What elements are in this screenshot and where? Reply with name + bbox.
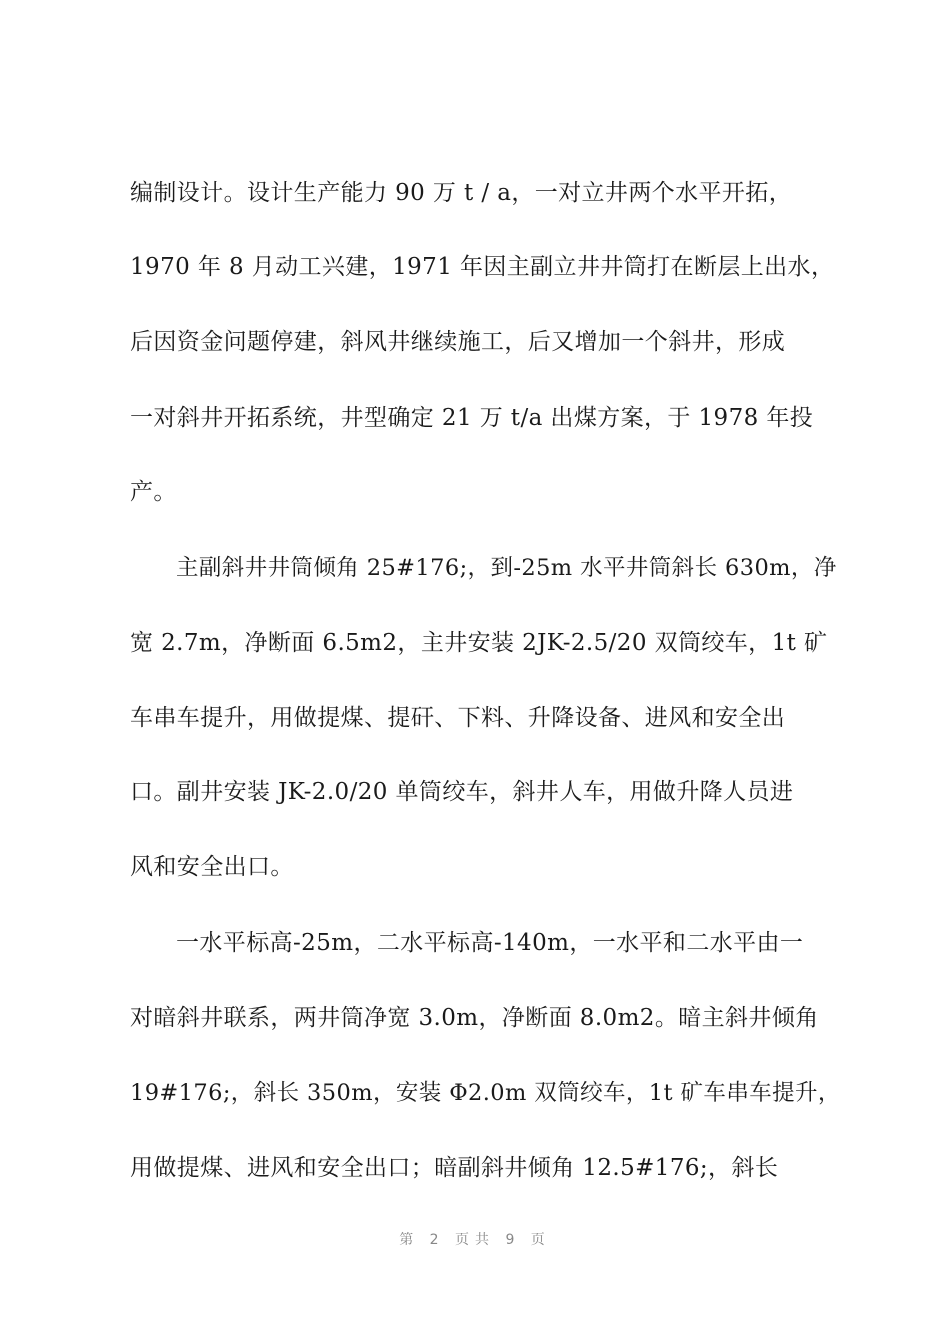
page-number-footer: 第 2 页共 9 页: [399, 1232, 551, 1248]
text-line: 产。: [130, 479, 177, 505]
text-line: 1970 年 8 月动工兴建，1971 年因主副立井井筒打在断层上出水，: [130, 254, 835, 280]
text-line: 19#176;，斜长 350m，安装 Φ2.0m 双筒绞车，1t 矿车串车提升，: [130, 1080, 841, 1106]
text-line: 对暗斜井联系，两井筒净宽 3.0m，净断面 8.0m2。暗主斜井倾角: [130, 1005, 819, 1031]
text-line: 主副斜井井筒倾角 25#176;，到-25m 水平井筒斜长 630m，净: [176, 555, 837, 581]
text-line: 编制设计。设计生产能力 90 万 t / a，一对立井两个水平开拓，: [130, 180, 793, 206]
text-line: 后因资金问题停建，斜风井继续施工，后又增加一个斜井，形成: [130, 329, 786, 355]
text-line: 宽 2.7m，净断面 6.5m2，主井安装 2JK-2.5/20 双筒绞车，1t 矿: [130, 630, 828, 656]
text-line: 风和安全出口。: [130, 854, 294, 880]
text-line: 口。副井安装 JK-2.0/20 单筒绞车，斜井人车，用做升降人员进: [130, 779, 794, 805]
text-line: 用做提煤、进风和安全出口；暗副斜井倾角 12.5#176;，斜长: [130, 1155, 779, 1181]
text-line: 一对斜井开拓系统，井型确定 21 万 t/a 出煤方案，于 1978 年投: [130, 405, 814, 431]
text-line: 车串车提升，用做提煤、提矸、下料、升降设备、进风和安全出: [130, 705, 786, 731]
text-line: 一水平标高-25m，二水平标高-140m，一水平和二水平由一: [176, 930, 804, 956]
